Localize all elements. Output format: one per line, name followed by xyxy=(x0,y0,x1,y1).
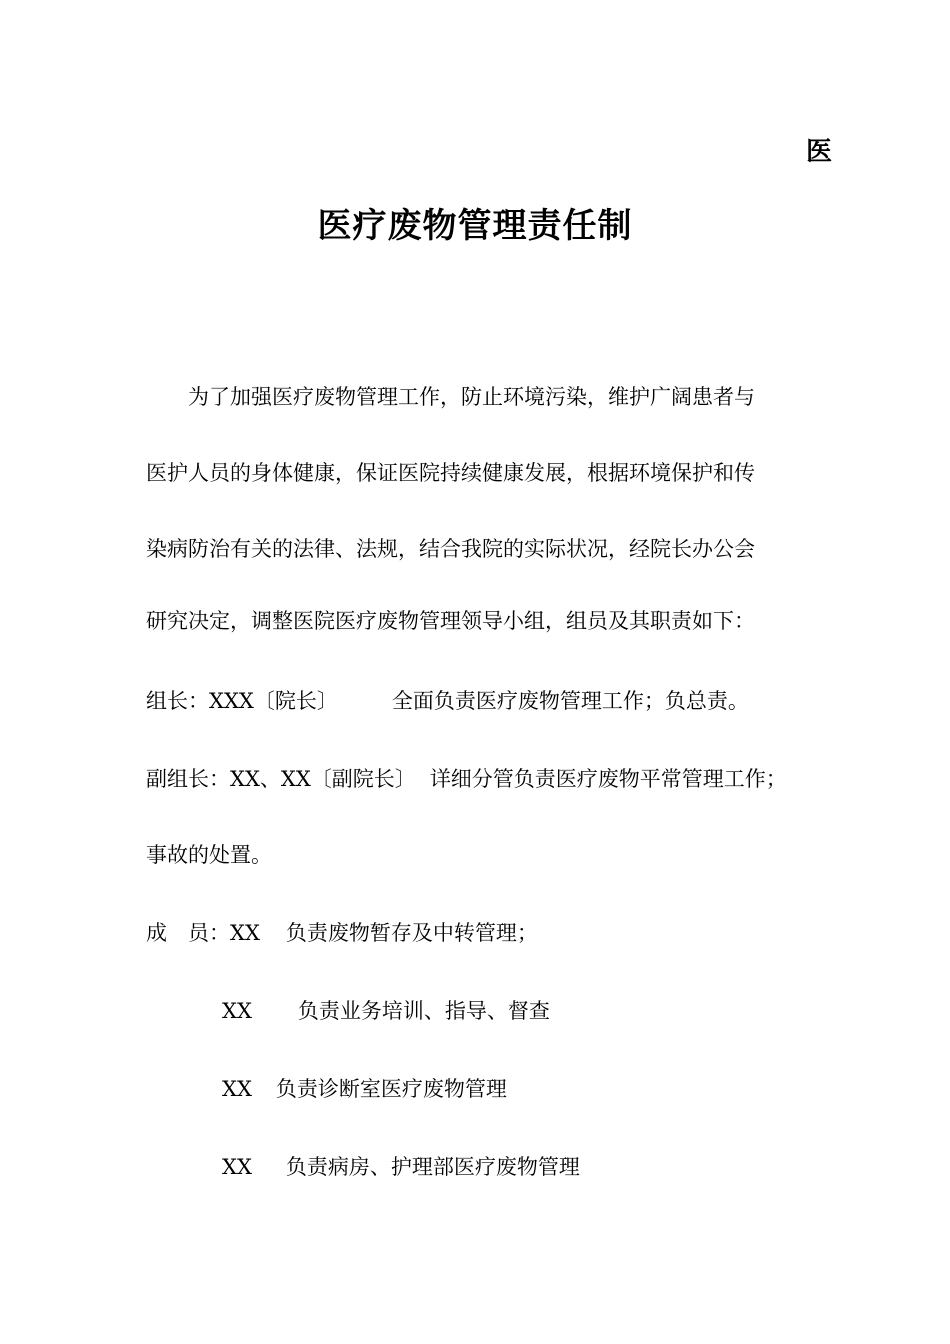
deputy-row xyxy=(146,764,787,794)
member-row xyxy=(146,918,538,948)
member-row xyxy=(222,1152,580,1182)
member-name: XX xyxy=(222,999,252,1023)
member-row xyxy=(222,996,550,1026)
member-duty: 负责诊断室医疗废物管理 xyxy=(275,1077,507,1101)
intro-line: 研究决定，调整医院医疗废物管理领导小组，组员及其职责如下： xyxy=(146,609,755,633)
leader-duty: 全面负责医疗废物管理工作；负总责。 xyxy=(391,689,749,713)
member-name: XX xyxy=(222,1077,252,1101)
member-duty: 负责业务培训、指导、督查 xyxy=(297,999,550,1023)
intro-line: 医护人员的身体健康，保证医院持续健康发展，根据环境保护和传 xyxy=(146,461,755,485)
intro-line: 为了加强医疗废物管理工作，防止环境污染，维护广阔患者与 xyxy=(188,385,755,409)
member-duty: 负责病房、护理部医疗废物管理 xyxy=(285,1155,580,1179)
header-mark: 医 xyxy=(806,137,833,167)
document-title: 医疗废物管理责任制 xyxy=(317,206,633,246)
leader-row xyxy=(146,686,749,716)
member-duty: 负责废物暂存及中转管理； xyxy=(285,921,538,945)
intro-line: 染病防治有关的法律、法规，结合我院的实际状况，经院长办公会 xyxy=(146,537,755,561)
deputy-duty-continued: 事故的处置。 xyxy=(146,843,272,867)
member-row xyxy=(222,1074,507,1104)
leader-label: 组长：XXX〔院长〕 xyxy=(146,689,338,713)
deputy-label: 副组长：XX、XX〔副院长〕 xyxy=(146,767,416,791)
deputy-duty: 详细分管负责医疗废物平常管理工作； xyxy=(429,767,787,791)
members-label: 成 员： xyxy=(146,921,230,945)
member-name: XX xyxy=(222,1155,252,1179)
member-name: XX xyxy=(230,921,260,945)
